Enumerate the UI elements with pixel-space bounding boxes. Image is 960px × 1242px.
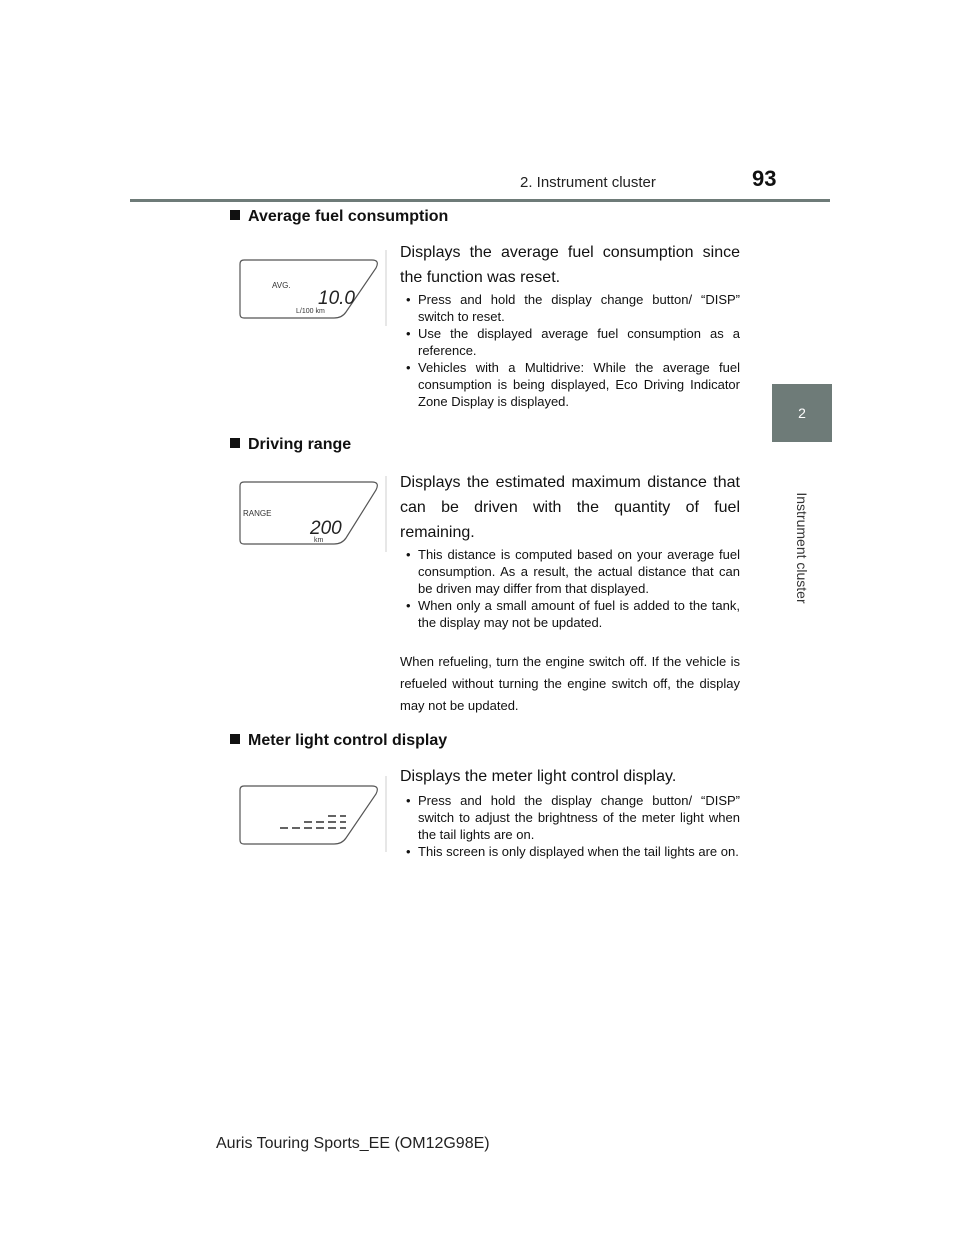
- figure-avg-display: [234, 250, 388, 326]
- list-item: • Press and hold the display change button/ “DISP” switch to reset.: [400, 291, 740, 325]
- brightness-level-bars-icon: [280, 816, 346, 828]
- list-item: • Vehicles with a Multidrive: While the average fuel consumption is being displayed, Eco Driving Indicator Zone Display is displayed.: [400, 359, 740, 410]
- display-unit: km: [314, 537, 324, 544]
- bullet-list: [400, 291, 740, 410]
- list-item: • Use the displayed average fuel consumption as a reference.: [400, 325, 740, 359]
- chapter-tab-number: 2: [772, 384, 832, 442]
- bullet-list: [400, 546, 740, 631]
- list-item: • Press and hold the display change button/ “DISP” switch to adjust the brightness of the meter light when the tail lights are on.: [400, 792, 740, 843]
- page-number: 93: [752, 166, 777, 191]
- section-description: Displays the estimated maximum distance that can be driven with the quantity of fuel remaining.: [400, 474, 740, 541]
- section-marker-icon: [230, 210, 240, 220]
- bullet-list: [400, 792, 740, 860]
- display-value: 10.0: [318, 288, 355, 309]
- figure-meter-light-display: [234, 776, 388, 852]
- section-description: Displays the average fuel consumption since the function was reset.: [400, 244, 740, 286]
- header-section-title: 2. Instrument cluster: [520, 174, 656, 191]
- footer-manual-id: Auris Touring Sports_EE (OM12G98E): [216, 1135, 490, 1152]
- section-marker-icon: [230, 734, 240, 744]
- list-item: • When only a small amount of fuel is added to the tank, the display may not be updated.: [400, 597, 740, 631]
- display-value: 200: [310, 518, 342, 539]
- section-description: Displays the meter light control display.: [400, 768, 677, 785]
- list-item: • This screen is only displayed when the tail lights are on.: [400, 843, 740, 860]
- list-item: • This distance is computed based on your average fuel consumption. As a result, the actual distance that can be driven may differ from that displayed.: [400, 546, 740, 597]
- section-note: When refueling, turn the engine switch off. If the vehicle is refueled without turning the engine switch off, the display may not be updated.: [400, 654, 740, 713]
- display-label: AVG.: [272, 281, 291, 290]
- section-marker-icon: [230, 438, 240, 448]
- section-title-meter-light: Meter light control display: [230, 732, 447, 750]
- section-title-average-fuel: Average fuel consumption: [230, 208, 448, 226]
- figure-range-display: [234, 476, 388, 552]
- section-title-driving-range: Driving range: [230, 436, 351, 454]
- chapter-tab-label: Instrument cluster: [794, 492, 810, 604]
- display-label: RANGE: [243, 509, 272, 518]
- display-unit: L/100 km: [296, 308, 325, 315]
- header-rule: [130, 199, 830, 202]
